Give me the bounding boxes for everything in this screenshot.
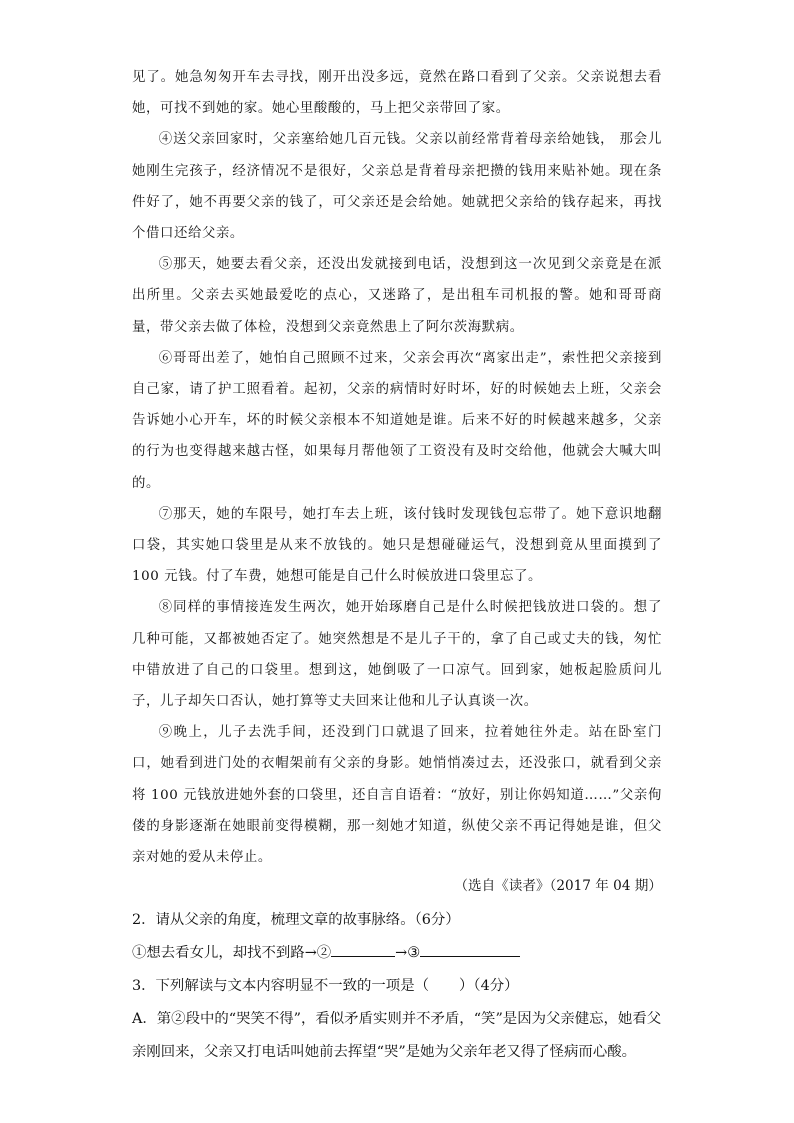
story-paragraph-3-end: 见了。她急匆匆开车去寻找，刚开出没多远，竟然在路口看到了父亲。父亲说想去看她，可找不到她的家。她心里酸酸的，马上把父亲带回了家。 — [132, 70, 662, 117]
story-body — [132, 62, 662, 873]
question-3-prompt — [132, 970, 662, 1003]
source-citation: （选自《读者》（2017 年 04 期） — [454, 878, 662, 894]
story-paragraph-5: ⑤那天，她要去看父亲，还没出发就接到电话，没想到这一次见到父亲竟是在派出所里。父亲去买她最爱吃的点心，又迷路了，是出租车司机报的警。她和哥哥商量，带父亲去做了体检，没想到父亲竟然患上了阿尔茨海默病。 — [132, 257, 662, 335]
story-paragraph-7: ⑦那天，她的车限号，她打车去上班，该付钱时发现钱包忘带了。她下意识地翻口袋，其实她口袋里是从来不放钱的。她只是想碰碰运气，没想到竟从里面摸到了100 元钱。付了车费，她想可能是自己什么时候放进口袋里忘了。 — [132, 506, 662, 585]
answer-blank-2[interactable] — [331, 941, 395, 957]
question-3-option-a: A．第②段中的“哭笑不得”，看似矛盾实则并不矛盾，“笑”是因为父亲健忘，她看父亲刚回来，父亲又打电话叫她前去挥望“哭”是她为父亲年老又得了怪病而心酸。 — [132, 1011, 662, 1060]
story-paragraph-8: ⑧同样的事情接连发生两次，她开始琢磨自己是什么时候把钱放进口袋的。想了几种可能，又都被她否定了。她突然想是不是儿子干的，拿了自己或丈夫的钱，匆忙中错放进了自己的口袋里。想到这，她倒吸了一口凉气。回到家，她板起脸质问儿子，儿子却矢口否认，她打算等丈夫回来让他和儿子认真谈一次。 — [132, 600, 662, 710]
story-paragraph-6: ⑥哥哥出差了，她怕自己照顾不过来，父亲会再次“离家出走”，索性把父亲接到自己家，请了护工照看着。起初，父亲的病情时好时坏，好的时候她去上班，父亲会告诉她小心开车，坏的时候父亲根本不知道她是谁。后来不好的时候越来越多，父亲的行为也变得越来越古怪，如果每月帮他领了工资没有及时交给他，他就会大喊大叫的。 — [132, 350, 662, 491]
story-paragraph-4: ④送父亲回家时，父亲塞给她几百元钱。父亲以前经常背着母亲给她钱， 那会儿她刚生完孩子，经济情况不是很好，父亲总是背着母亲把攒的钱用来贴补她。现在条件好了，她不再要父亲的钱了，可父亲还是会给她。她就把父亲给的钱存起来，再找个借口还给父亲。 — [132, 132, 662, 242]
question-3-prompt-after: ）（4分） — [458, 978, 519, 994]
question-2-prompt: 2．请从父亲的角度，梳理文章的故事脉络。（6分） — [132, 912, 460, 928]
question-2-flow — [132, 937, 662, 970]
question-3-prompt-before: 3．下列解读与文本内容明显不一致的一项是（ — [132, 978, 429, 994]
question-2-flow-start: ①想去看女儿，却找不到路→② — [132, 945, 332, 961]
answer-blank-3[interactable] — [420, 941, 520, 957]
story-paragraph-9: ⑨晚上，儿子去洗手间，还没到门口就退了回来，拉着她往外走。站在卧室门口，她看到进门处的衣帽架前有父亲的身影。她悄悄凑过去，还没张口，就看到父亲将 100 元钱放进她外套的口袋里，还自言自语着：“放好，别让你妈知道……”父亲佝偻的身影逐渐在她眼前变得模糊，那一刻她才知道，纵使父亲不再记得她是谁，但父亲对她的爱从未停止。 — [132, 725, 662, 866]
question-2-flow-arrow: →③ — [395, 945, 421, 961]
questions-section — [132, 904, 662, 1069]
